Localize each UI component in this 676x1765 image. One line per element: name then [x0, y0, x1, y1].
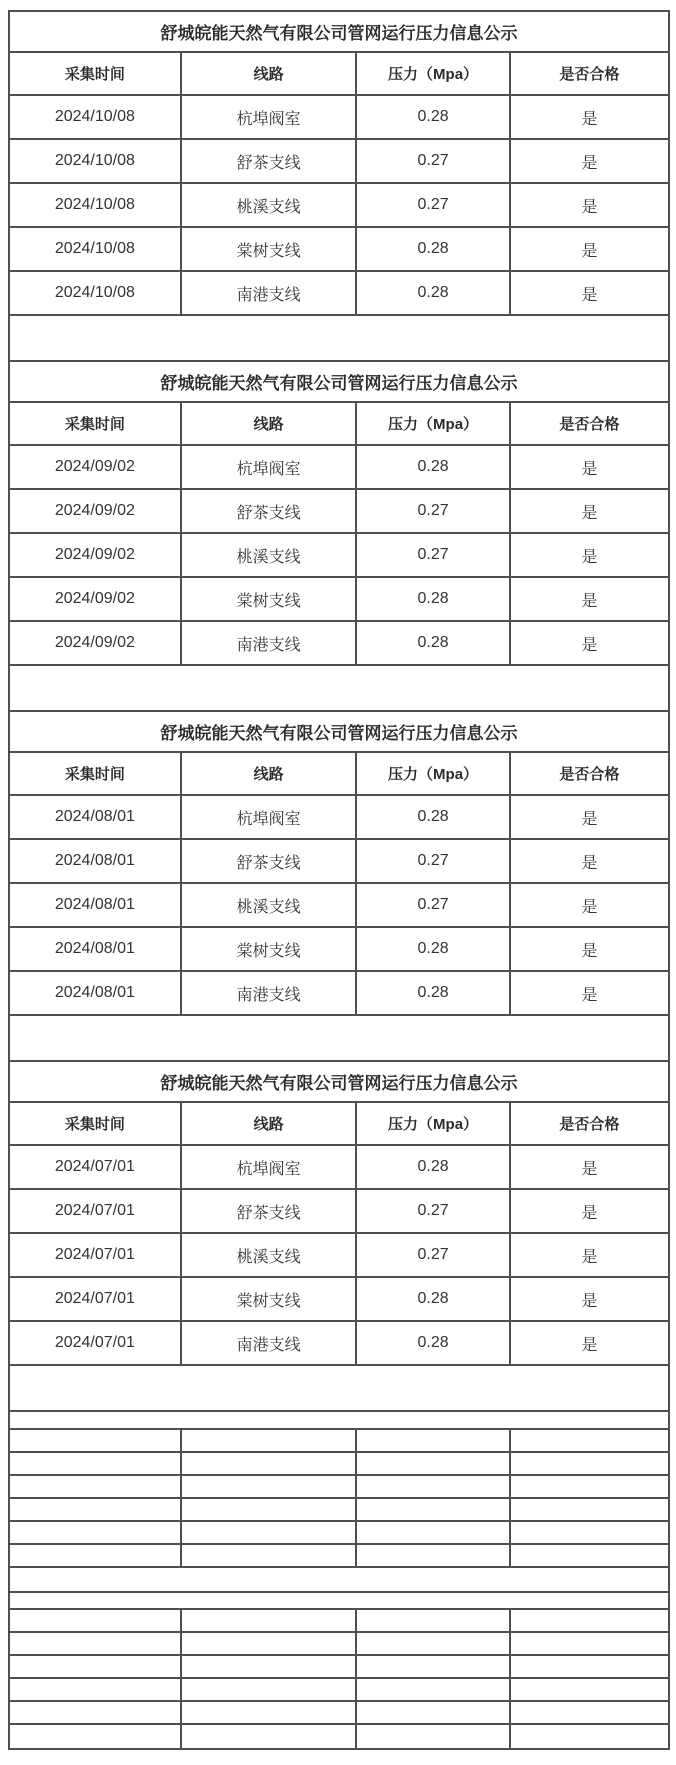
header-cell-pressure: 压力（Mpa）	[357, 753, 510, 794]
table-row	[10, 96, 668, 140]
cell-qualified: 是	[581, 154, 598, 172]
cell-pressure: 0.27	[357, 490, 510, 532]
table-title: 舒城皖能天然气有限公司管网运行压力信息公示	[160, 1074, 518, 1093]
header-cell-time: 采集时间	[10, 1103, 182, 1144]
empty-cell	[182, 1702, 358, 1723]
cell-date: 2024/09/02	[10, 534, 182, 576]
cell-pressure: 0.27	[357, 884, 510, 926]
empty-row	[10, 1679, 668, 1702]
cell-pressure: 0.28	[357, 1322, 510, 1364]
table-title: 舒城皖能天然气有限公司管网运行压力信息公示	[160, 24, 518, 43]
empty-cell	[511, 1702, 668, 1723]
empty-cell	[10, 1702, 182, 1723]
table-row	[10, 1190, 668, 1234]
cell-qualified: 是	[581, 898, 598, 916]
section-gap-row	[10, 1016, 668, 1062]
cell-pressure: 0.27	[357, 1234, 510, 1276]
table-row	[10, 534, 668, 578]
empty-cell	[10, 316, 668, 360]
empty-cell	[357, 1679, 510, 1700]
empty-cell	[357, 1725, 510, 1748]
cell-pressure: 0.28	[357, 446, 510, 488]
empty-cell	[10, 1430, 182, 1451]
empty-cell	[10, 1499, 182, 1520]
pressure-bulletin-table	[8, 10, 670, 1750]
empty-cell	[511, 1499, 668, 1520]
cell-line: 杭埠阀室	[182, 1146, 358, 1188]
table-row	[10, 184, 668, 228]
cell-pressure: 0.28	[357, 228, 510, 270]
cell-line: 舒茶支线	[182, 1190, 358, 1232]
table-row	[10, 272, 668, 316]
empty-cell	[511, 1679, 668, 1700]
cell-date: 2024/08/01	[10, 972, 182, 1014]
cell-date: 2024/10/08	[10, 272, 182, 314]
cell-date: 2024/08/01	[10, 796, 182, 838]
header-cell-line: 线路	[182, 753, 358, 794]
cell-line: 南港支线	[182, 1322, 358, 1364]
header-cell-pressure: 压力（Mpa）	[357, 1103, 510, 1144]
cell-qualified: 是	[581, 1204, 598, 1222]
empty-row	[10, 1412, 668, 1430]
cell-pressure: 0.27	[357, 1190, 510, 1232]
header-row	[10, 53, 668, 96]
cell-line: 棠树支线	[182, 928, 358, 970]
empty-cell	[10, 1656, 182, 1677]
empty-cell	[182, 1453, 358, 1474]
section-title-row	[10, 12, 668, 53]
empty-cell	[10, 1545, 182, 1566]
cell-pressure: 0.28	[357, 796, 510, 838]
empty-cell	[10, 1366, 668, 1410]
empty-cell	[357, 1522, 510, 1543]
empty-cell	[182, 1679, 358, 1700]
empty-cell	[182, 1725, 358, 1748]
cell-line: 桃溪支线	[182, 884, 358, 926]
empty-cell	[182, 1633, 358, 1654]
empty-cell	[357, 1702, 510, 1723]
empty-cell	[10, 1412, 668, 1428]
cell-qualified: 是	[581, 548, 598, 566]
cell-qualified: 是	[581, 1160, 598, 1178]
cell-date: 2024/10/08	[10, 184, 182, 226]
section-gap-row	[10, 1366, 668, 1412]
cell-line: 舒茶支线	[182, 140, 358, 182]
cell-qualified: 是	[581, 810, 598, 828]
empty-cell	[357, 1545, 510, 1566]
cell-date: 2024/08/01	[10, 884, 182, 926]
empty-cell	[511, 1476, 668, 1497]
cell-date: 2024/07/01	[10, 1278, 182, 1320]
cell-qualified: 是	[581, 198, 598, 216]
cell-pressure: 0.27	[357, 840, 510, 882]
cell-line: 桃溪支线	[182, 184, 358, 226]
empty-cell	[10, 1725, 182, 1748]
cell-qualified: 是	[581, 110, 598, 128]
empty-cell	[511, 1725, 668, 1748]
empty-row	[10, 1633, 668, 1656]
header-row	[10, 403, 668, 446]
cell-line: 舒茶支线	[182, 840, 358, 882]
cell-qualified: 是	[581, 1292, 598, 1310]
cell-date: 2024/09/02	[10, 622, 182, 664]
empty-cell	[357, 1633, 510, 1654]
header-cell-line: 线路	[182, 1103, 358, 1144]
empty-row	[10, 1522, 668, 1545]
cell-date: 2024/08/01	[10, 840, 182, 882]
empty-cell	[511, 1633, 668, 1654]
empty-cell	[182, 1430, 358, 1451]
cell-date: 2024/10/08	[10, 228, 182, 270]
table-row	[10, 1322, 668, 1366]
empty-row	[10, 1430, 668, 1453]
empty-row	[10, 1476, 668, 1499]
header-cell-line: 线路	[182, 53, 358, 94]
empty-cell	[10, 1568, 668, 1591]
cell-pressure: 0.28	[357, 928, 510, 970]
table-row	[10, 1146, 668, 1190]
empty-cell	[10, 1610, 182, 1631]
table-row	[10, 228, 668, 272]
header-cell-qualified: 是否合格	[559, 416, 620, 433]
empty-cell	[357, 1476, 510, 1497]
section-gap-row	[10, 666, 668, 712]
cell-qualified: 是	[581, 1248, 598, 1266]
cell-date: 2024/07/01	[10, 1146, 182, 1188]
section-gap-row	[10, 316, 668, 362]
cell-qualified: 是	[581, 854, 598, 872]
table-row	[10, 578, 668, 622]
cell-line: 棠树支线	[182, 228, 358, 270]
empty-cell	[511, 1430, 668, 1451]
empty-cell	[182, 1499, 358, 1520]
table-row	[10, 446, 668, 490]
empty-cell	[357, 1656, 510, 1677]
header-cell-qualified: 是否合格	[559, 66, 620, 83]
cell-line: 棠树支线	[182, 1278, 358, 1320]
cell-qualified: 是	[581, 636, 598, 654]
empty-row	[10, 1568, 668, 1593]
cell-qualified: 是	[581, 242, 598, 260]
cell-pressure: 0.28	[357, 1146, 510, 1188]
empty-row	[10, 1610, 668, 1633]
cell-pressure: 0.28	[357, 96, 510, 138]
cell-qualified: 是	[581, 592, 598, 610]
cell-qualified: 是	[581, 286, 598, 304]
header-cell-qualified: 是否合格	[559, 766, 620, 783]
empty-cell	[182, 1522, 358, 1543]
cell-line: 杭埠阀室	[182, 796, 358, 838]
cell-date: 2024/07/01	[10, 1190, 182, 1232]
cell-qualified: 是	[581, 504, 598, 522]
empty-cell	[182, 1545, 358, 1566]
header-cell-line: 线路	[182, 403, 358, 444]
header-cell-time: 采集时间	[10, 403, 182, 444]
empty-cell	[10, 1522, 182, 1543]
cell-line: 南港支线	[182, 622, 358, 664]
empty-cell	[511, 1610, 668, 1631]
cell-date: 2024/09/02	[10, 446, 182, 488]
cell-date: 2024/09/02	[10, 578, 182, 620]
empty-row	[10, 1545, 668, 1568]
cell-date: 2024/07/01	[10, 1234, 182, 1276]
empty-cell	[10, 1679, 182, 1700]
header-cell-qualified: 是否合格	[559, 1116, 620, 1133]
empty-cell	[357, 1430, 510, 1451]
cell-date: 2024/10/08	[10, 96, 182, 138]
header-cell-pressure: 压力（Mpa）	[357, 403, 510, 444]
cell-date: 2024/08/01	[10, 928, 182, 970]
table-row	[10, 1278, 668, 1322]
cell-line: 棠树支线	[182, 578, 358, 620]
header-cell-pressure: 压力（Mpa）	[357, 53, 510, 94]
section-title-row	[10, 362, 668, 403]
cell-line: 南港支线	[182, 272, 358, 314]
empty-cell	[357, 1499, 510, 1520]
cell-line: 桃溪支线	[182, 534, 358, 576]
empty-row	[10, 1725, 668, 1748]
section-title-row	[10, 1062, 668, 1103]
cell-qualified: 是	[581, 1336, 598, 1354]
section-title-row	[10, 712, 668, 753]
cell-pressure: 0.28	[357, 1278, 510, 1320]
cell-pressure: 0.27	[357, 534, 510, 576]
cell-date: 2024/10/08	[10, 140, 182, 182]
table-row	[10, 622, 668, 666]
table-row	[10, 490, 668, 534]
table-title: 舒城皖能天然气有限公司管网运行压力信息公示	[160, 724, 518, 743]
table-row	[10, 840, 668, 884]
cell-pressure: 0.27	[357, 184, 510, 226]
cell-date: 2024/07/01	[10, 1322, 182, 1364]
table-row	[10, 928, 668, 972]
table-title: 舒城皖能天然气有限公司管网运行压力信息公示	[160, 374, 518, 393]
table-row	[10, 1234, 668, 1278]
empty-cell	[511, 1545, 668, 1566]
empty-cell	[511, 1453, 668, 1474]
header-cell-time: 采集时间	[10, 753, 182, 794]
cell-line: 杭埠阀室	[182, 96, 358, 138]
table-row	[10, 972, 668, 1016]
empty-cell	[10, 666, 668, 710]
cell-date: 2024/09/02	[10, 490, 182, 532]
cell-line: 南港支线	[182, 972, 358, 1014]
cell-line: 舒茶支线	[182, 490, 358, 532]
table-row	[10, 796, 668, 840]
cell-pressure: 0.27	[357, 140, 510, 182]
empty-cell	[10, 1453, 182, 1474]
table-row	[10, 140, 668, 184]
empty-cell	[10, 1593, 668, 1608]
header-cell-time: 采集时间	[10, 53, 182, 94]
empty-cell	[182, 1656, 358, 1677]
header-row	[10, 1103, 668, 1146]
empty-row	[10, 1702, 668, 1725]
cell-qualified: 是	[581, 942, 598, 960]
table-row	[10, 884, 668, 928]
cell-qualified: 是	[581, 986, 598, 1004]
empty-cell	[357, 1610, 510, 1631]
empty-cell	[182, 1476, 358, 1497]
empty-cell	[10, 1633, 182, 1654]
cell-line: 桃溪支线	[182, 1234, 358, 1276]
cell-pressure: 0.28	[357, 272, 510, 314]
cell-pressure: 0.28	[357, 578, 510, 620]
cell-pressure: 0.28	[357, 622, 510, 664]
empty-row	[10, 1499, 668, 1522]
empty-cell	[182, 1610, 358, 1631]
empty-cell	[511, 1656, 668, 1677]
empty-row	[10, 1656, 668, 1679]
empty-cell	[357, 1453, 510, 1474]
header-row	[10, 753, 668, 796]
empty-row	[10, 1593, 668, 1610]
cell-line: 杭埠阀室	[182, 446, 358, 488]
cell-pressure: 0.28	[357, 972, 510, 1014]
empty-cell	[10, 1016, 668, 1060]
empty-cell	[10, 1476, 182, 1497]
empty-cell	[511, 1522, 668, 1543]
empty-row	[10, 1453, 668, 1476]
cell-qualified: 是	[581, 460, 598, 478]
